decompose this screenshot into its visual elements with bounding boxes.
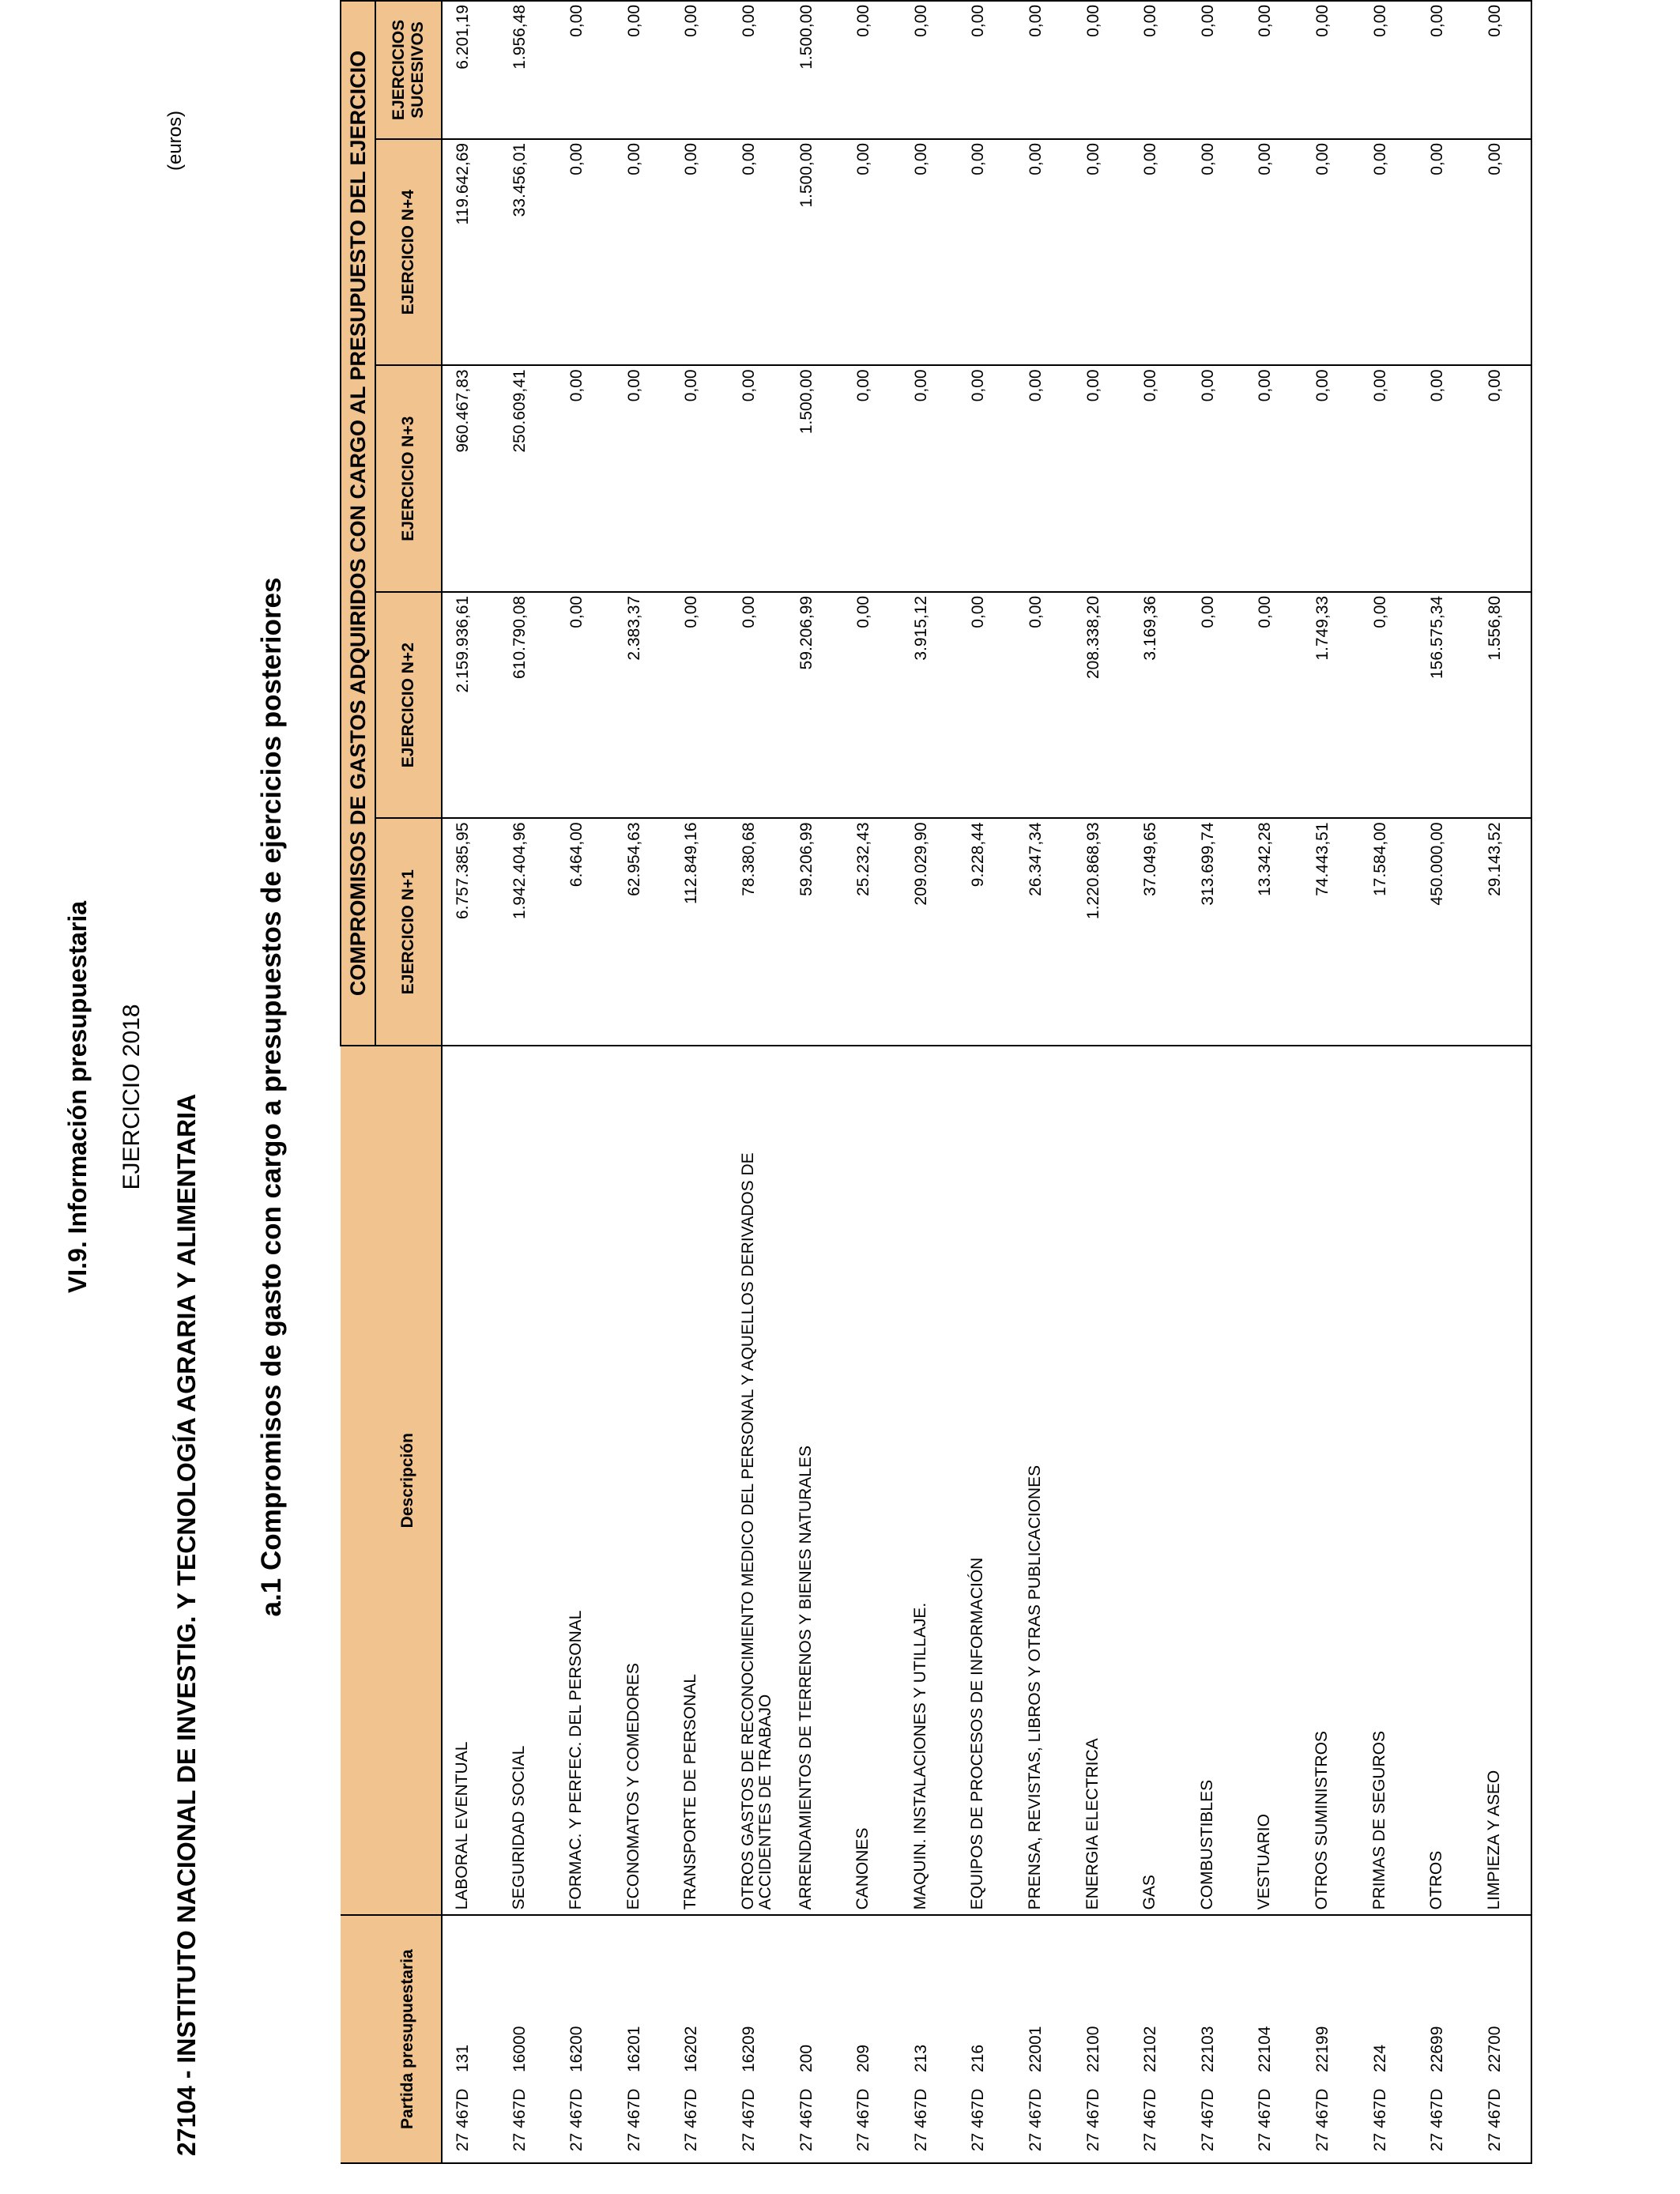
n4-cell: 0,00 <box>1417 139 1475 366</box>
n1-cell: 1.220.868,93 <box>1073 818 1131 1046</box>
seccion-code: 27 467D <box>624 2088 643 2151</box>
concepto-code: 16201 <box>624 2026 643 2072</box>
n4-cell: 0,00 <box>671 139 729 366</box>
sucesivos-cell: 0,00 <box>958 1 1015 139</box>
partida-cell <box>1245 1915 1302 2163</box>
seccion-code: 27 467D <box>1256 2088 1275 2151</box>
descripcion-cell: OTROS <box>1417 1046 1475 1915</box>
exercise-year: EJERCICIO 2018 <box>119 1004 145 1190</box>
table-row <box>499 1 557 2163</box>
table-row <box>556 1 614 2163</box>
n1-cell: 6.464,00 <box>556 818 614 1046</box>
n4-cell: 119.642,69 <box>442 139 499 366</box>
partida-cell <box>614 1915 672 2163</box>
partida-cell <box>786 1915 844 2163</box>
n1-cell: 25.232,43 <box>843 818 901 1046</box>
concepto-code: 22104 <box>1256 2026 1275 2072</box>
n1-cell: 1.942.404,96 <box>499 818 557 1046</box>
n1-cell: 78.380,68 <box>729 818 786 1046</box>
table-row <box>1015 1 1073 2163</box>
table-row <box>614 1 672 2163</box>
n1-cell: 13.342,28 <box>1245 818 1302 1046</box>
n4-cell: 0,00 <box>614 139 672 366</box>
descripcion-cell: MAQUIN. INSTALACIONES Y UTILLAJE. <box>901 1046 959 1915</box>
seccion-code: 27 467D <box>1083 2088 1102 2151</box>
commitments-table <box>340 0 1532 2164</box>
descripcion-cell: LIMPIEZA Y ASEO <box>1475 1046 1532 1915</box>
n3-cell: 0,00 <box>1015 365 1073 592</box>
table-row <box>786 1 844 2163</box>
seccion-code: 27 467D <box>854 2088 873 2151</box>
n3-cell: 0,00 <box>1302 365 1360 592</box>
table-row <box>671 1 729 2163</box>
sucesivos-cell: 1.500,00 <box>786 1 844 139</box>
descripcion-cell: FORMAC. Y PERFEC. DEL PERSONAL <box>556 1046 614 1915</box>
n2-cell: 0,00 <box>843 592 901 819</box>
descripcion-cell: PRENSA, REVISTAS, LIBROS Y OTRAS PUBLICACIONES <box>1015 1046 1073 1915</box>
descripcion-cell: COMBUSTIBLES <box>1188 1046 1245 1915</box>
n3-cell: 0,00 <box>958 365 1015 592</box>
n4-cell: 0,00 <box>1073 139 1131 366</box>
partida-cell <box>1417 1915 1475 2163</box>
descripcion-cell: CANONES <box>843 1046 901 1915</box>
n2-cell: 1.556,80 <box>1475 592 1532 819</box>
n3-cell: 0,00 <box>671 365 729 592</box>
descripcion-cell: ENERGIA ELECTRICA <box>1073 1046 1131 1915</box>
table-row <box>1360 1 1418 2163</box>
seccion-code: 27 467D <box>1485 2088 1504 2151</box>
sucesivos-cell: 0,00 <box>901 1 959 139</box>
n3-cell: 0,00 <box>1417 365 1475 592</box>
concepto-code: 213 <box>911 2044 930 2072</box>
n1-cell: 450.000,00 <box>1417 818 1475 1046</box>
column-header-n2: EJERCICIO N+2 <box>375 592 442 819</box>
sucesivos-cell: 0,00 <box>1073 1 1131 139</box>
n3-cell: 1.500,00 <box>786 365 844 592</box>
concepto-code: 216 <box>969 2044 988 2072</box>
n1-cell: 112.849,16 <box>671 818 729 1046</box>
n3-cell: 0,00 <box>1360 365 1418 592</box>
column-header-n3: EJERCICIO N+3 <box>375 365 442 592</box>
table-row <box>1475 1 1532 2163</box>
concepto-code: 131 <box>454 2044 472 2072</box>
n3-cell: 0,00 <box>614 365 672 592</box>
descripcion-cell: SEGURIDAD SOCIAL <box>499 1046 557 1915</box>
seccion-code: 27 467D <box>1141 2088 1160 2151</box>
partida-cell <box>1188 1915 1245 2163</box>
n2-cell: 0,00 <box>1245 592 1302 819</box>
document-title: VI.9. Información presupuestaria <box>63 900 92 1294</box>
n2-cell: 0,00 <box>556 592 614 819</box>
n1-cell: 62.954,63 <box>614 818 672 1046</box>
group-header: COMPROMISOS DE GASTOS ADQUIRIDOS CON CARGO AL PRESUPUESTO DEL EJERCICIO <box>341 1 375 1046</box>
partida-cell <box>499 1915 557 2163</box>
seccion-code: 27 467D <box>1428 2088 1447 2151</box>
n3-cell: 250.609,41 <box>499 365 557 592</box>
seccion-code: 27 467D <box>969 2088 988 2151</box>
seccion-code: 27 467D <box>454 2088 472 2151</box>
n2-cell: 2.159.936,61 <box>442 592 499 819</box>
section-subtitle: a.1 Compromisos de gasto con cargo a presupuestos de ejercicios posteriores <box>256 577 287 1617</box>
partida-cell <box>442 1915 499 2163</box>
partida-cell <box>1015 1915 1073 2163</box>
partida-cell <box>958 1915 1015 2163</box>
n2-cell: 0,00 <box>1015 592 1073 819</box>
n2-cell: 156.575,34 <box>1417 592 1475 819</box>
seccion-code: 27 467D <box>1198 2088 1217 2151</box>
column-header-n1: EJERCICIO N+1 <box>375 818 442 1046</box>
n3-cell: 0,00 <box>1475 365 1532 592</box>
seccion-code: 27 467D <box>1313 2088 1332 2151</box>
seccion-code: 27 467D <box>682 2088 701 2151</box>
n3-cell: 0,00 <box>556 365 614 592</box>
sucesivos-cell: 0,00 <box>1475 1 1532 139</box>
n2-cell: 0,00 <box>729 592 786 819</box>
table-row <box>843 1 901 2163</box>
sucesivos-cell: 0,00 <box>1130 1 1188 139</box>
n2-cell: 2.383,37 <box>614 592 672 819</box>
n4-cell: 0,00 <box>729 139 786 366</box>
n4-cell: 0,00 <box>1360 139 1418 366</box>
n1-cell: 9.228,44 <box>958 818 1015 1046</box>
table-row <box>729 1 786 2163</box>
n1-cell: 17.584,00 <box>1360 818 1418 1046</box>
concepto-code: 22100 <box>1083 2026 1102 2072</box>
descripcion-cell: TRANSPORTE DE PERSONAL <box>671 1046 729 1915</box>
concepto-code: 16209 <box>739 2026 758 2072</box>
concepto-code: 22199 <box>1313 2026 1332 2072</box>
table-row <box>1245 1 1302 2163</box>
concepto-code: 22001 <box>1026 2026 1045 2072</box>
n3-cell: 0,00 <box>1188 365 1245 592</box>
seccion-code: 27 467D <box>797 2088 816 2151</box>
partida-cell <box>843 1915 901 2163</box>
seccion-code: 27 467D <box>739 2088 758 2151</box>
sucesivos-cell: 0,00 <box>614 1 672 139</box>
n4-cell: 0,00 <box>843 139 901 366</box>
n4-cell: 0,00 <box>1015 139 1073 366</box>
seccion-code: 27 467D <box>567 2088 586 2151</box>
table-row <box>901 1 959 2163</box>
partida-cell <box>1475 1915 1532 2163</box>
sucesivos-cell: 0,00 <box>556 1 614 139</box>
seccion-code: 27 467D <box>911 2088 930 2151</box>
n3-cell: 0,00 <box>1245 365 1302 592</box>
n2-cell: 1.749,33 <box>1302 592 1360 819</box>
descripcion-cell: PRIMAS DE SEGUROS <box>1360 1046 1418 1915</box>
n3-cell: 0,00 <box>1073 365 1131 592</box>
concepto-code: 209 <box>854 2044 873 2072</box>
column-header-sucesivos: EJERCICIOS SUCESIVOS <box>375 1 442 139</box>
partida-cell <box>1360 1915 1418 2163</box>
partida-cell <box>1130 1915 1188 2163</box>
sucesivos-cell: 0,00 <box>671 1 729 139</box>
partida-cell <box>556 1915 614 2163</box>
n3-cell: 0,00 <box>1130 365 1188 592</box>
n1-cell: 209.029,90 <box>901 818 959 1046</box>
n1-cell: 313.699,74 <box>1188 818 1245 1046</box>
n4-cell: 0,00 <box>1302 139 1360 366</box>
descripcion-cell: EQUIPOS DE PROCESOS DE INFORMACIÓN <box>958 1046 1015 1915</box>
n1-cell: 37.049,65 <box>1130 818 1188 1046</box>
concepto-code: 22700 <box>1485 2026 1504 2072</box>
table-body <box>442 1 1531 2163</box>
sucesivos-cell: 0,00 <box>1417 1 1475 139</box>
descripcion-cell: OTROS SUMINISTROS <box>1302 1046 1360 1915</box>
n3-cell: 0,00 <box>729 365 786 592</box>
descripcion-cell: ARRENDAMIENTOS DE TERRENOS Y BIENES NATURALES <box>786 1046 844 1915</box>
organization-name: 27104 - INSTITUTO NACIONAL DE INVESTIG. Y TECNOLOGÍA AGRARIA Y ALIMENTARIA <box>172 1093 201 2156</box>
sucesivos-cell: 0,00 <box>1188 1 1245 139</box>
seccion-code: 27 467D <box>1370 2088 1389 2151</box>
n4-cell: 0,00 <box>901 139 959 366</box>
descripcion-cell: LABORAL EVENTUAL <box>442 1046 499 1915</box>
sucesivos-cell: 0,00 <box>843 1 901 139</box>
table-row <box>1073 1 1131 2163</box>
n1-cell: 26.347,34 <box>1015 818 1073 1046</box>
concepto-code: 16200 <box>567 2026 586 2072</box>
n4-cell: 0,00 <box>958 139 1015 366</box>
n4-cell: 0,00 <box>556 139 614 366</box>
n1-cell: 74.443,51 <box>1302 818 1360 1046</box>
n2-cell: 0,00 <box>1360 592 1418 819</box>
seccion-code: 27 467D <box>1026 2088 1045 2151</box>
concepto-code: 22103 <box>1198 2026 1217 2072</box>
column-header-partida: Partida presupuestaria <box>341 1915 442 2163</box>
n4-cell: 1.500,00 <box>786 139 844 366</box>
n3-cell: 0,00 <box>901 365 959 592</box>
concepto-code: 16202 <box>682 2026 701 2072</box>
table-row <box>442 1 499 2163</box>
n2-cell: 59.206,99 <box>786 592 844 819</box>
column-header-n4: EJERCICIO N+4 <box>375 139 442 366</box>
table-row <box>1130 1 1188 2163</box>
descripcion-cell: GAS <box>1130 1046 1188 1915</box>
partida-cell <box>671 1915 729 2163</box>
n4-cell: 33.456,01 <box>499 139 557 366</box>
n2-cell: 208.338,20 <box>1073 592 1131 819</box>
seccion-code: 27 467D <box>510 2088 529 2151</box>
concepto-code: 224 <box>1370 2044 1389 2072</box>
sucesivos-cell: 0,00 <box>1360 1 1418 139</box>
column-header-descripcion: Descripción <box>341 1046 442 1915</box>
n1-cell: 59.206,99 <box>786 818 844 1046</box>
n4-cell: 0,00 <box>1188 139 1245 366</box>
n4-cell: 0,00 <box>1245 139 1302 366</box>
n1-cell: 29.143,52 <box>1475 818 1532 1046</box>
n2-cell: 0,00 <box>671 592 729 819</box>
currency-unit: (euros) <box>164 110 186 171</box>
descripcion-cell: OTROS GASTOS DE RECONOCIMIENTO MEDICO DEL PERSONAL Y AQUELLOS DERIVADOS DE ACCIDENTES DE TRABAJO <box>729 1046 786 1915</box>
n2-cell: 3.915,12 <box>901 592 959 819</box>
table-row <box>1302 1 1360 2163</box>
table-row <box>1417 1 1475 2163</box>
n3-cell: 960.467,83 <box>442 365 499 592</box>
sucesivos-cell: 1.956,48 <box>499 1 557 139</box>
partida-cell <box>729 1915 786 2163</box>
concepto-code: 200 <box>797 2044 816 2072</box>
partida-cell <box>1302 1915 1360 2163</box>
sucesivos-cell: 0,00 <box>1302 1 1360 139</box>
concepto-code: 22699 <box>1428 2026 1447 2072</box>
concepto-code: 16000 <box>510 2026 529 2072</box>
n3-cell: 0,00 <box>843 365 901 592</box>
descripcion-cell: VESTUARIO <box>1245 1046 1302 1915</box>
partida-cell <box>1073 1915 1131 2163</box>
table-row <box>958 1 1015 2163</box>
table-row <box>1188 1 1245 2163</box>
n1-cell: 6.757.385,95 <box>442 818 499 1046</box>
concepto-code: 22102 <box>1141 2026 1160 2072</box>
sucesivos-cell: 0,00 <box>1245 1 1302 139</box>
partida-cell <box>901 1915 959 2163</box>
n2-cell: 3.169,36 <box>1130 592 1188 819</box>
sucesivos-cell: 0,00 <box>729 1 786 139</box>
n2-cell: 0,00 <box>958 592 1015 819</box>
n4-cell: 0,00 <box>1130 139 1188 366</box>
descripcion-cell: ECONOMATOS Y COMEDORES <box>614 1046 672 1915</box>
n4-cell: 0,00 <box>1475 139 1532 366</box>
n2-cell: 0,00 <box>1188 592 1245 819</box>
sucesivos-cell: 6.201,19 <box>442 1 499 139</box>
n2-cell: 610.790,08 <box>499 592 557 819</box>
sucesivos-cell: 0,00 <box>1015 1 1073 139</box>
